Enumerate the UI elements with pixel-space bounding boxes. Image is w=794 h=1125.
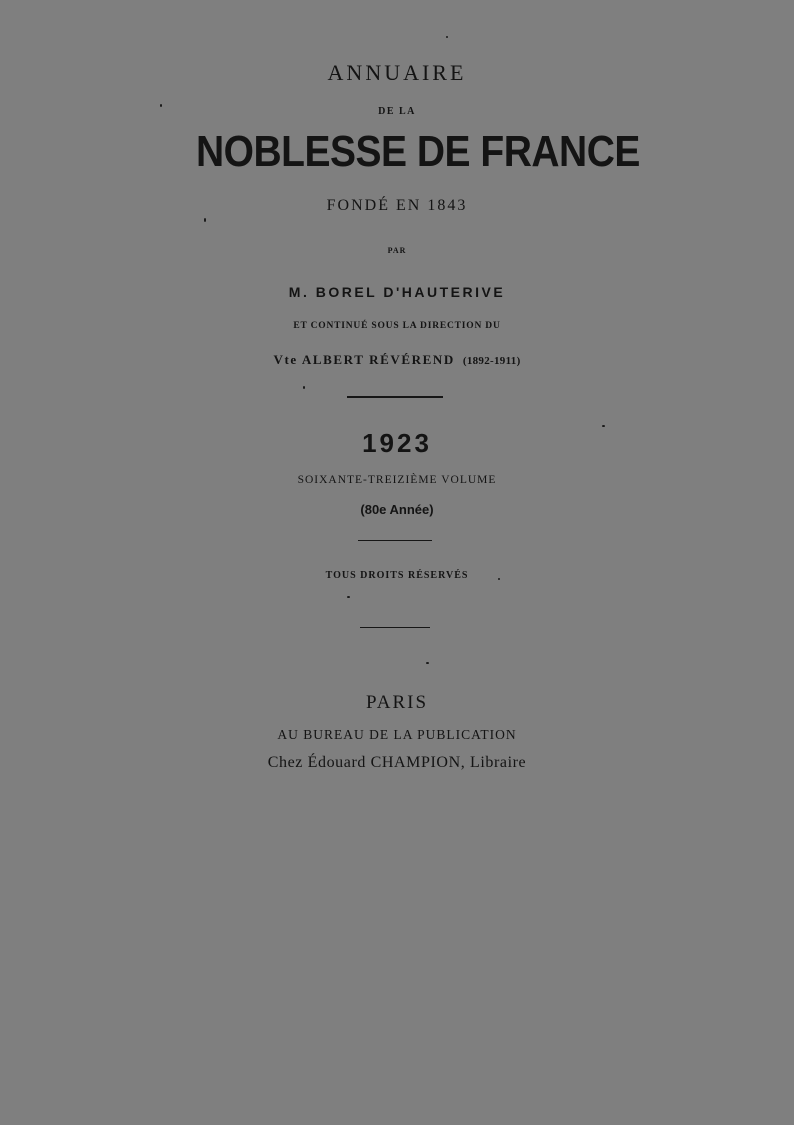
- series-title: ANNUAIRE: [327, 60, 467, 85]
- continuator-line: [0, 352, 794, 368]
- main-title: NOBLESSE DE FRANCE: [196, 128, 640, 177]
- divider-rule: [347, 396, 443, 398]
- continued-line: ET CONTINUÉ SOUS LA DIRECTION DU: [293, 321, 501, 331]
- divider-rule: [360, 627, 430, 628]
- scan-speck: [498, 578, 500, 580]
- continuator-name: Vte ALBERT RÉVÉREND: [273, 352, 455, 367]
- founded-line: FONDÉ EN 1843: [326, 197, 468, 214]
- scan-speck: [160, 104, 162, 107]
- scan-speck: [303, 386, 305, 389]
- imprint-city: PARIS: [365, 692, 429, 713]
- by-line: PAR: [387, 246, 407, 255]
- rights-notice: TOUS DROITS RÉSERVÉS: [325, 570, 469, 581]
- continuator-dates: (1892-1911): [462, 355, 521, 367]
- title-preposition: DE LA: [378, 106, 416, 117]
- scan-speck: [426, 662, 429, 664]
- author-name: M. BOREL D'HAUTERIVE: [288, 284, 506, 300]
- scan-speck: [602, 425, 605, 427]
- volume-line: SOIXANTE-TREIZIÈME VOLUME: [297, 474, 497, 486]
- imprint-publisher: Chez Édouard CHAMPION, Libraire: [267, 754, 527, 771]
- scan-speck: [204, 218, 206, 222]
- divider-rule: [358, 540, 432, 541]
- edition-year: (80e Année): [360, 502, 434, 517]
- scan-speck: [347, 596, 350, 598]
- imprint-bureau: AU BUREAU DE LA PUBLICATION: [277, 727, 517, 742]
- publication-year: 1923: [362, 428, 432, 458]
- scan-speck: [446, 36, 448, 38]
